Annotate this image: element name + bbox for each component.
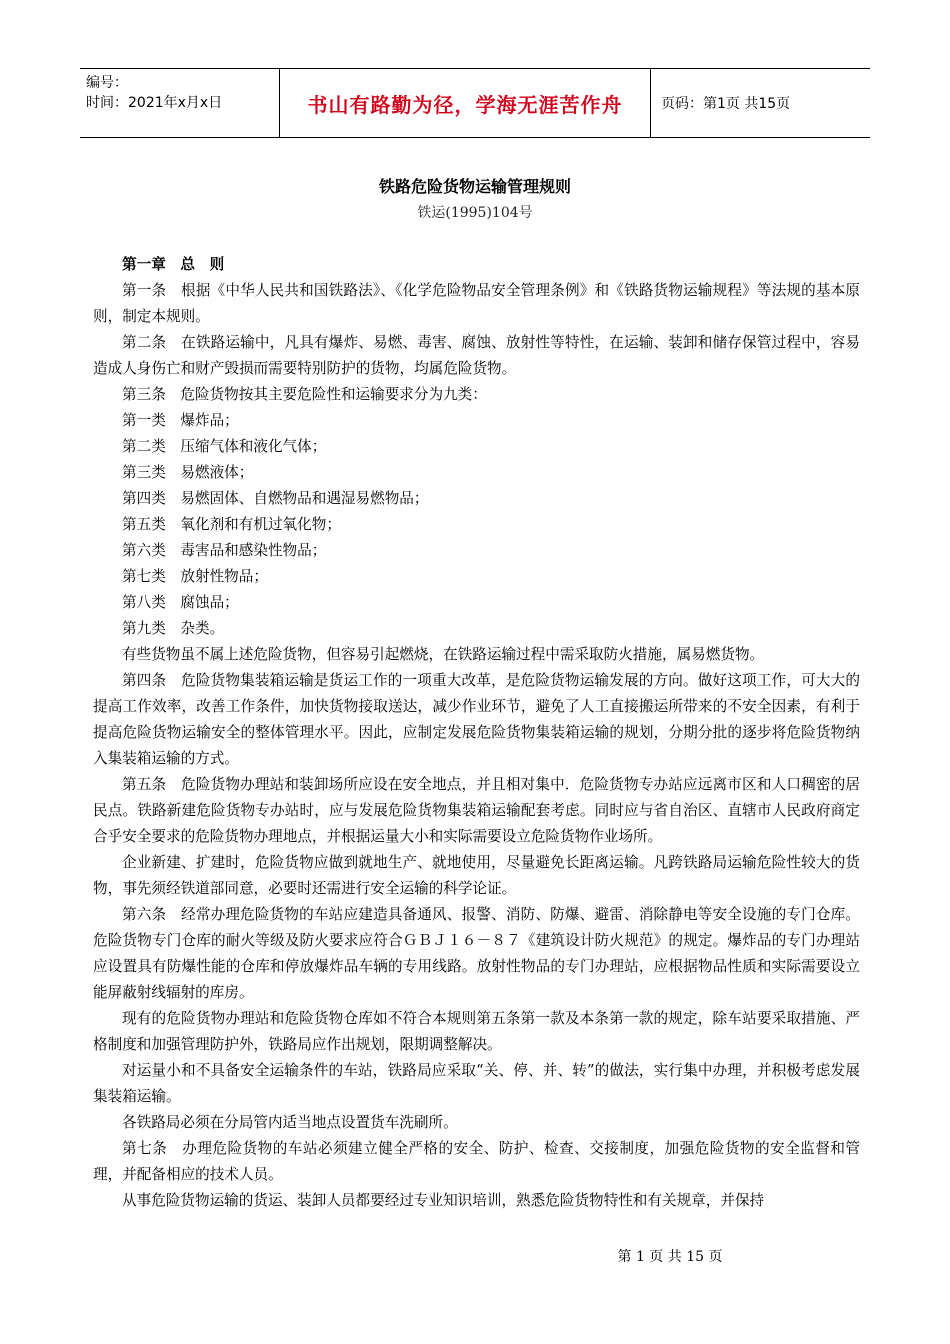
body-paragraph: 各铁路局必须在分局管内适当地点设置货车洗刷所。 — [122, 1114, 458, 1131]
class-item: 第四类 易燃固体、自燃物品和遇湿易燃物品； — [122, 490, 429, 507]
article-paragraph: 第四条 危险货物集装箱运输是货运工作的一项重大改革，是危险货物运输发展的方向。做好这项工作，可大大的提高工作效率，改善工作条件，加快货物接取送达，减少作业环节，避免了人工直接搬运所带来的不安全因素，有利于提高危险货物运输安全的整体管理水平。因此，应制定发展危险货物集装箱运输的规划，分期分批的逐步将危险货物纳入集装箱运输的方式。 — [93, 672, 860, 767]
class-item: 第三类 易燃液体； — [122, 464, 254, 481]
body-paragraph: 现有的危险货物办理站和危险货物仓库如不符合本规则第五条第一款及本条第一款的规定，除车站要采取措施、严格制度和加强管理防护外，铁路局应作出规划，限期调整解决。 — [93, 1010, 860, 1053]
document-body — [93, 252, 860, 1214]
article-paragraph: 第一条 根据《中华人民共和国铁路法》、《化学危险物品安全管理条例》和《铁路货物运输规程》等法规的基本原则，制定本规则。 — [93, 282, 860, 325]
body-paragraph: 有些货物虽不属上述危险货物，但容易引起燃烧，在铁路运输过程中需采取防火措施，属易燃货物。 — [122, 646, 765, 663]
article-paragraph: 第五条 危险货物办理站和装卸场所应设在安全地点，并且相对集中．危险货物专办站应远离市区和人口稠密的居民点。铁路新建危险货物专办站时，应与发展危险货物集装箱运输配套考虑。同时应与省自治区、直辖市人民政府商定合乎安全要求的危险货物办理地点，并根据运量大小和实际需要设立危险货物作业场所。 — [93, 776, 860, 845]
article-paragraph: 第七条 办理危险货物的车站必须建立健全严格的安全、防护、检查、交接制度，加强危险货物的安全监督和管理，并配备相应的技术人员。 — [93, 1140, 860, 1183]
class-item: 第一类 爆炸品； — [122, 412, 239, 429]
header-meta — [80, 69, 280, 137]
page-footer: 第 1 页 共 15 页 — [617, 1249, 723, 1265]
time-label: 时间：2021年x月x日 — [86, 95, 223, 111]
document-subtitle: 铁运(1995)104号 — [417, 205, 533, 221]
body-paragraph: 企业新建、扩建时，危险货物应做到就地生产、就地使用，尽量避免长距离运输。凡跨铁路局运输危险性较大的货物，事先须经铁道部同意，必要时还需进行安全运输的科学论证。 — [93, 854, 860, 897]
number-label: 编号： — [86, 75, 128, 91]
class-item: 第六类 毒害品和感染性物品； — [122, 542, 327, 559]
header-motto: 书山有路勤为径，学海无涯苦作舟 — [280, 69, 651, 137]
class-item: 第九类 杂类。 — [122, 620, 225, 637]
document-title: 铁路危险货物运输管理规则 — [378, 177, 571, 196]
class-item: 第七类 放射性物品； — [122, 568, 268, 585]
article-paragraph: 第三条 危险货物按其主要危险性和运输要求分为九类： — [122, 386, 487, 403]
article-paragraph: 第六条 经常办理危险货物的车站应建造具备通风、报警、消防、防爆、避雷、消除静电等安全设施的专门仓库。危险货物专门仓库的耐火等级及防火要求应符合ＧＢＪ１６－８７《建筑设计防火规范》的规定。爆炸品的专门办理站应设置具有防爆性能的仓库和停放爆炸品车辆的专用线路。放射性物品的专门办理站，应根据物品性质和实际需要设立能屏蔽射线辐射的库房。 — [93, 906, 860, 1001]
class-item: 第八类 腐蚀品； — [122, 594, 239, 611]
page-header — [80, 68, 870, 138]
class-item: 第二类 压缩气体和液化气体； — [122, 438, 327, 455]
chapter-heading: 第一章 总 则 — [122, 256, 225, 273]
class-item: 第五类 氧化剂和有机过氧化物； — [122, 516, 341, 533]
body-paragraph: 从事危险货物运输的货运、装卸人员都要经过专业知识培训，熟悉危险货物特性和有关规章，并保持 — [122, 1192, 765, 1209]
article-paragraph: 第二条 在铁路运输中，凡具有爆炸、易燃、毒害、腐蚀、放射性等特性，在运输、装卸和储存保管过程中，容易造成人身伤亡和财产毁损而需要特别防护的货物，均属危险货物。 — [93, 334, 860, 377]
header-page-info: 页码：第1页 共15页 — [661, 96, 791, 112]
body-paragraph: 对运量小和不具备安全运输条件的车站，铁路局应采取“关、停、并、转”的做法，实行集中办理，并积极考虑发展集装箱运输。 — [93, 1062, 860, 1105]
